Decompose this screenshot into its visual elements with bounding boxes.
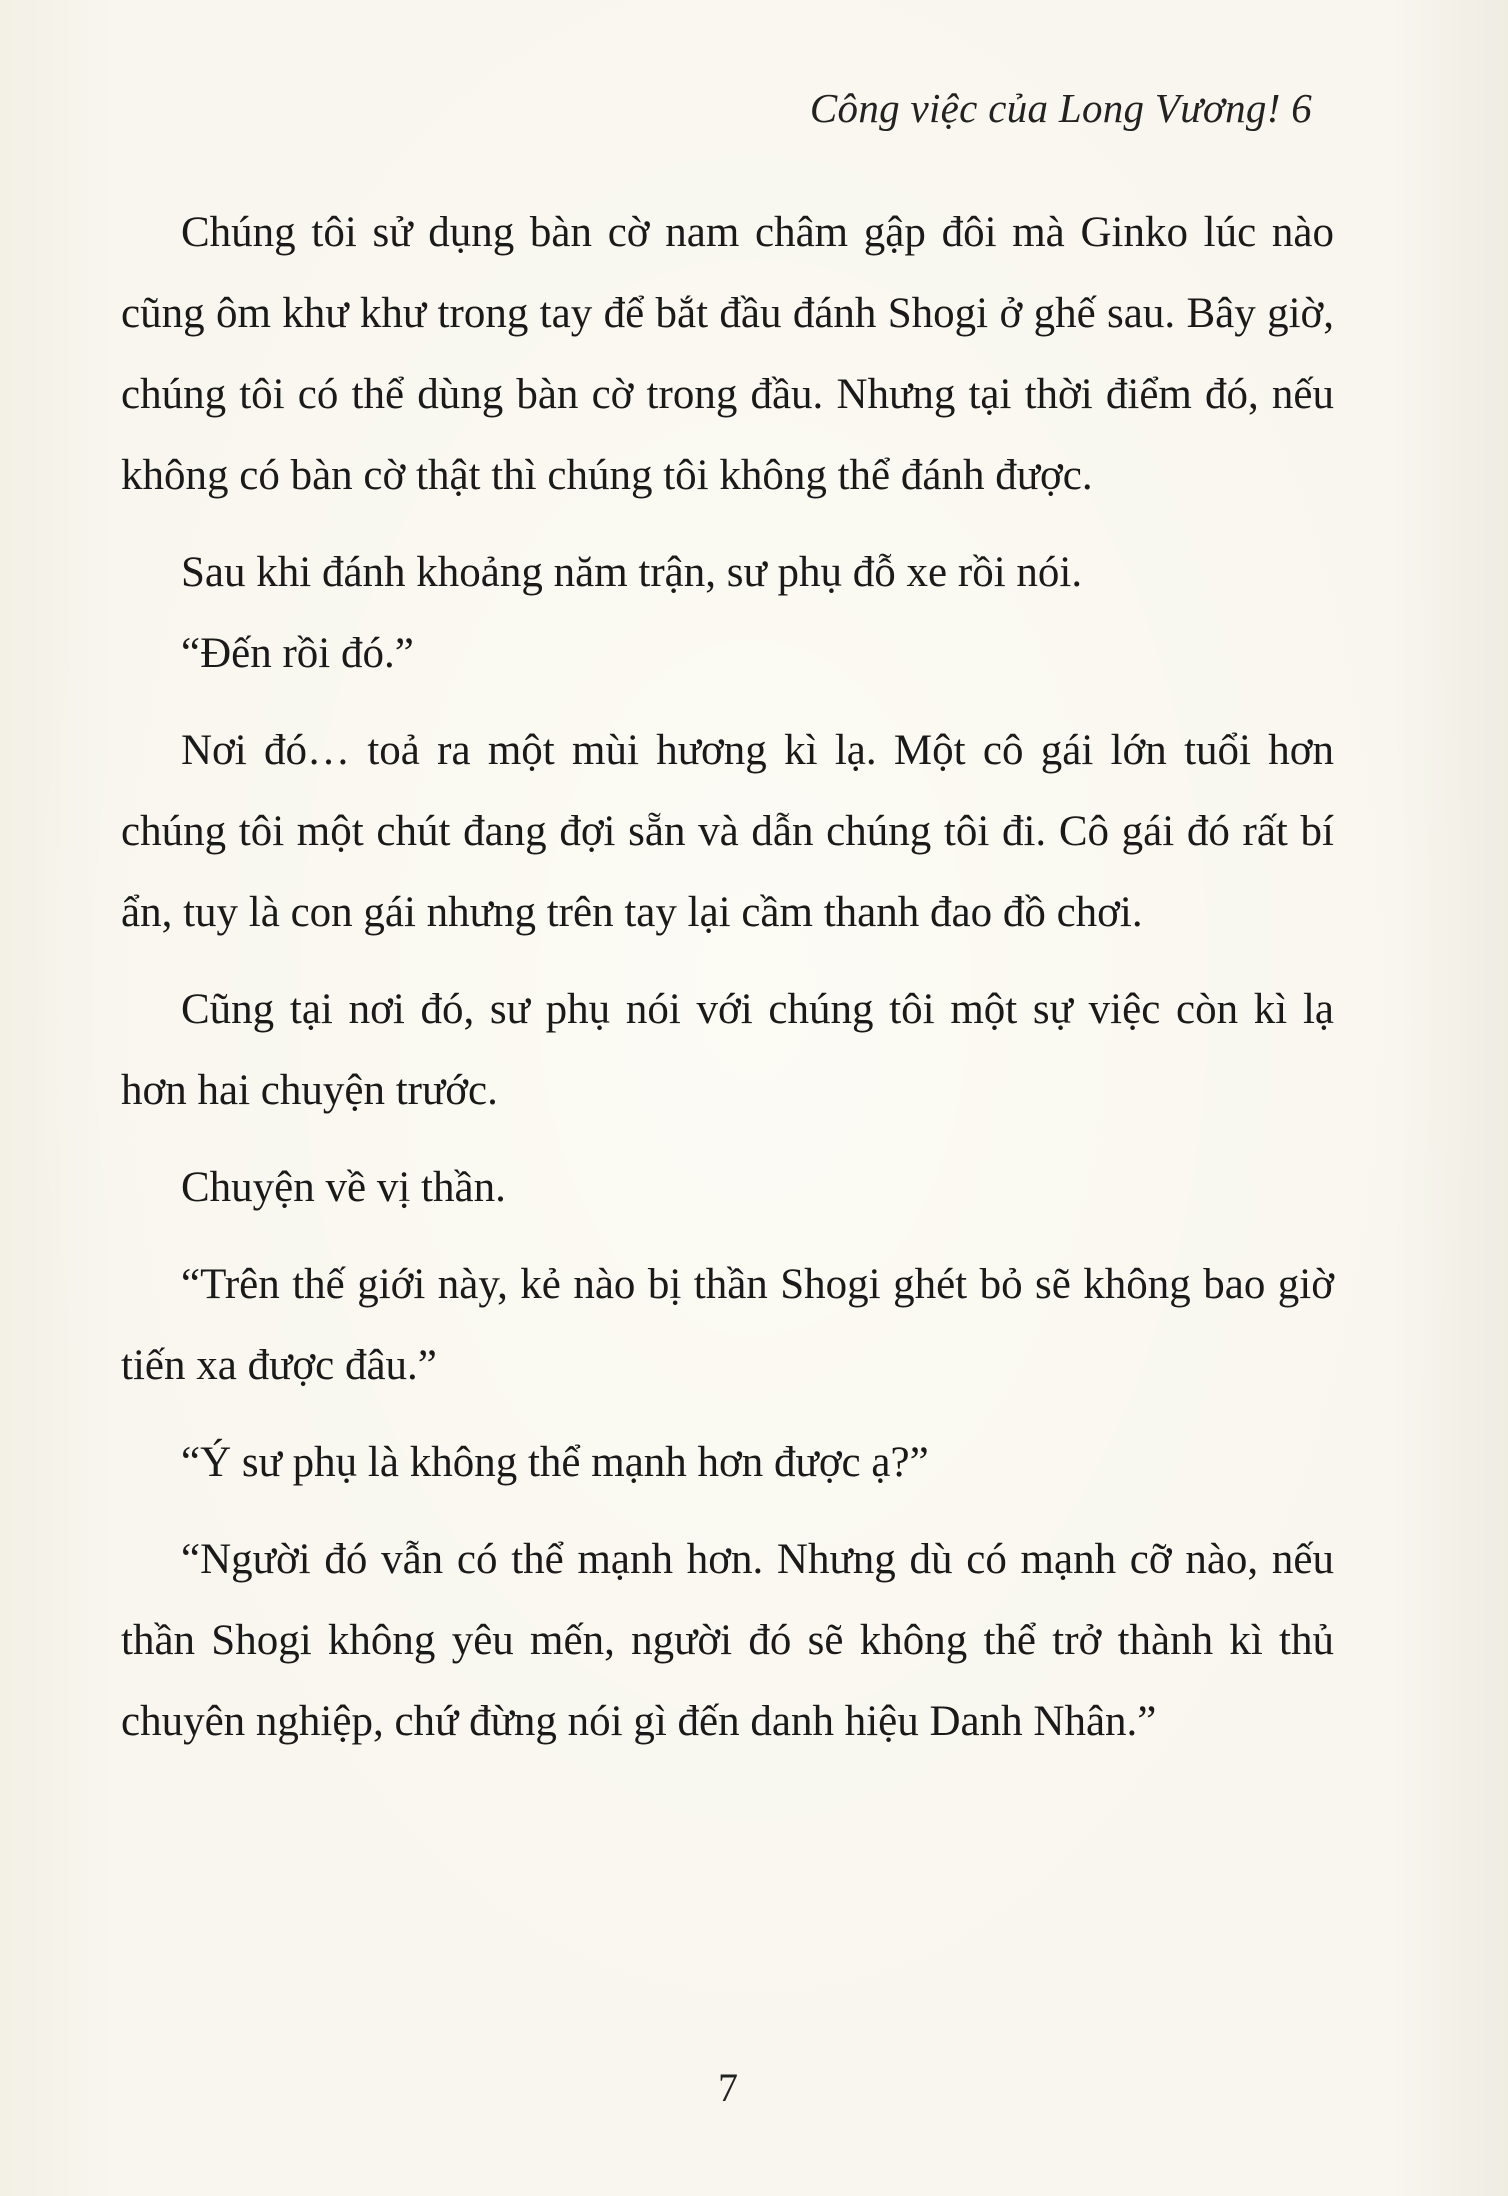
paragraph-9: “Người đó vẫn có thể mạnh hơn. Nhưng dù có mạnh cỡ nào, nếu thần Shogi không yêu mến, người đó sẽ không thể trở thành kì thủ chuyên nghiệp, chứ đừng nói gì đến danh hiệu Danh Nhân.” [121, 1536, 1334, 1745]
paragraph-5: Cũng tại nơi đó, sư phụ nói với chúng tôi một sự việc còn kì lạ hơn hai chuyện trước. [121, 986, 1334, 1114]
paragraph-6: Chuyện về vị thần. [181, 1164, 506, 1211]
paragraph-3: “Đến rồi đó.” [181, 630, 414, 677]
paragraph-4: Nơi đó… toả ra một mùi hương kì lạ. Một cô gái lớn tuổi hơn chúng tôi một chút đang đợi sẵn và dẫn chúng tôi đi. Cô gái đó rất bí ẩn, tuy là con gái nhưng trên tay lại cầm thanh đao đồ chơi. [121, 727, 1334, 936]
page-number: 7 [718, 2065, 738, 2110]
paragraph-8: “Ý sư phụ là không thể mạnh hơn được ạ?” [181, 1439, 929, 1486]
paragraph-2: Sau khi đánh khoảng năm trận, sư phụ đỗ xe rồi nói. [181, 549, 1083, 596]
paragraph-1: Chúng tôi sử dụng bàn cờ nam châm gập đôi mà Ginko lúc nào cũng ôm khư khư trong tay để bắt đầu đánh Shogi ở ghế sau. Bây giờ, chúng tôi có thể dùng bàn cờ trong đầu. Nhưng tại thời điểm đó, nếu không có bàn cờ thật thì chúng tôi không thể đánh được. [121, 209, 1334, 499]
running-header-title: Công việc của Long Vương! 6 [809, 85, 1312, 131]
body-text [121, 192, 1334, 1762]
paragraph-7: “Trên thế giới này, kẻ nào bị thần Shogi ghét bỏ sẽ không bao giờ tiến xa được đâu.” [121, 1261, 1334, 1389]
